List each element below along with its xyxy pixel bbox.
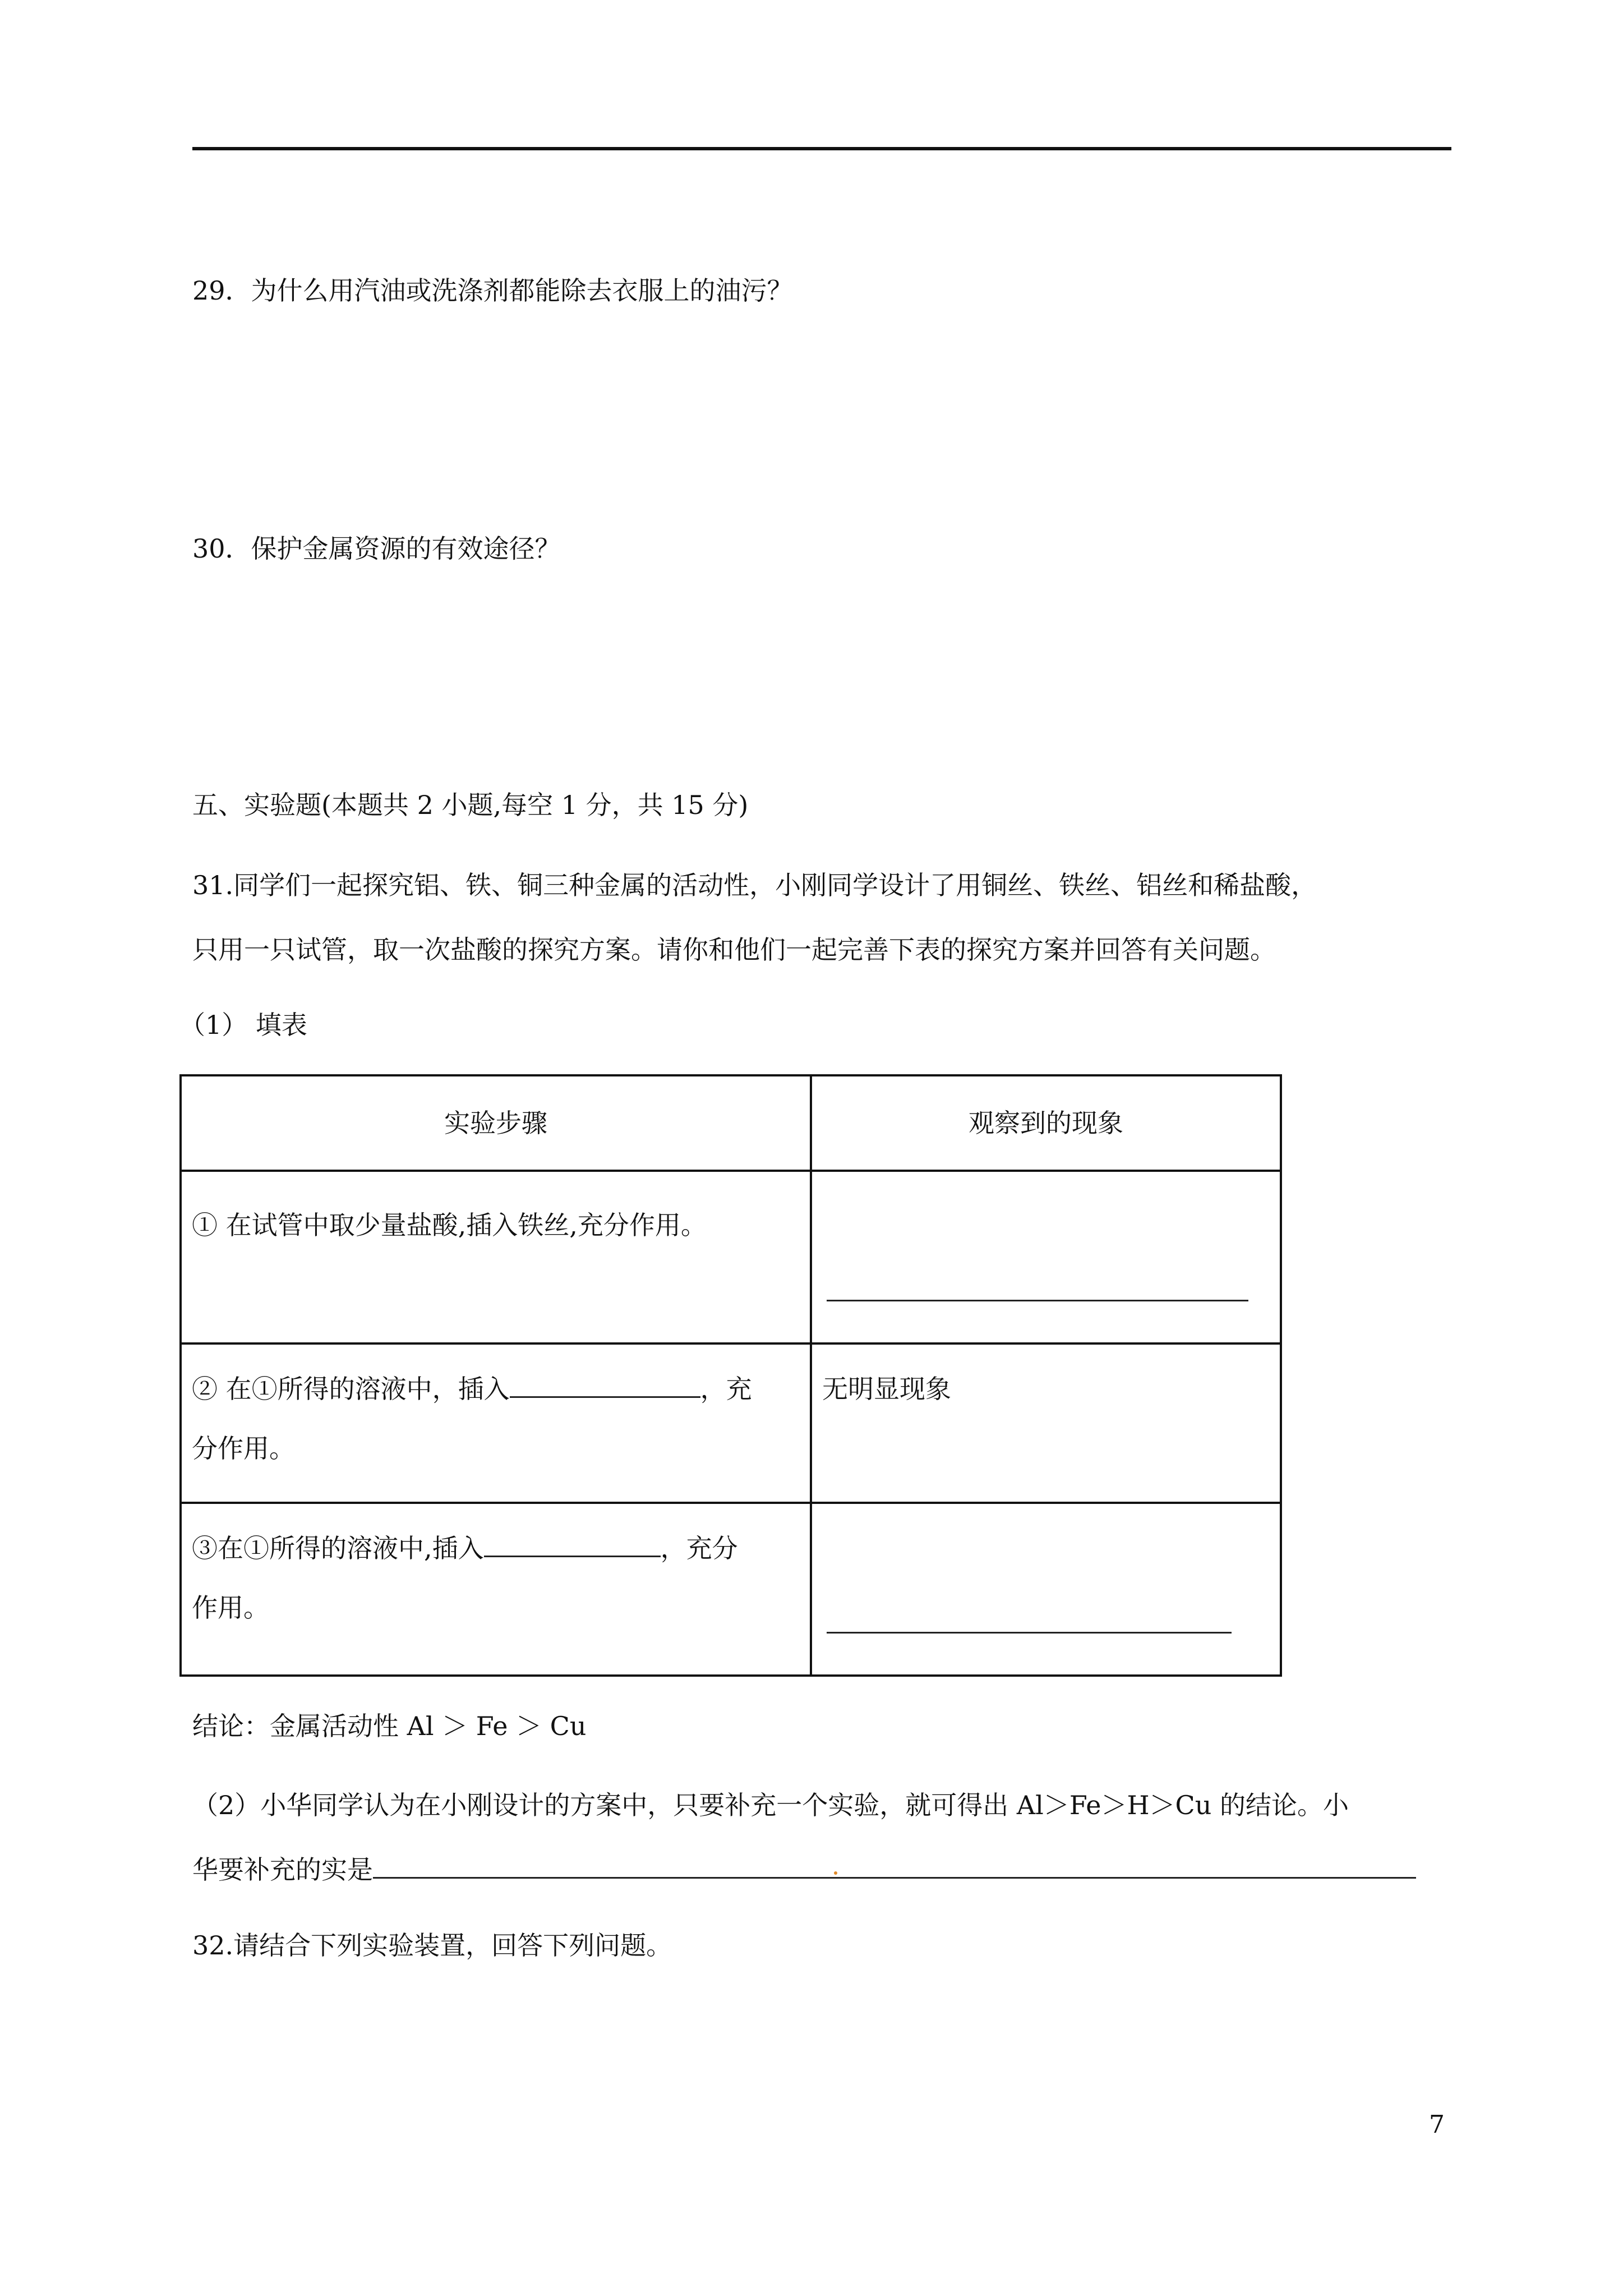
conclusion: 结论：金属活动性 Al ＞ Fe ＞ Cu xyxy=(192,1711,587,1741)
observation-cell xyxy=(811,1171,1281,1343)
step-2-blank[interactable] xyxy=(510,1373,700,1398)
question-29: 29．为什么用汽油或洗涤剂都能除去衣服上的油污？ xyxy=(192,275,793,306)
step-3-text-a: ③在①所得的溶液中,插入 xyxy=(192,1533,484,1563)
observation-2-text: 无明显现象 xyxy=(822,1374,951,1404)
step-cell xyxy=(181,1343,811,1503)
step-cell xyxy=(181,1503,811,1676)
observation-cell xyxy=(811,1503,1281,1676)
table-row xyxy=(181,1171,1281,1343)
table-row xyxy=(181,1343,1281,1503)
part-1-label: （1） 填表 xyxy=(179,1010,307,1040)
table-header-step: 实验步骤 xyxy=(181,1075,811,1171)
orange-dot-mark xyxy=(834,1871,837,1875)
step-2-line-2: 分作用。 xyxy=(192,1433,295,1464)
page-number: 7 xyxy=(1429,2110,1445,2139)
question-31-line-2: 只用一只试管，取一次盐酸的探究方案。请你和他们一起完善下表的探究方案并回答有关问题。 xyxy=(192,935,1276,965)
observation-blank-1[interactable] xyxy=(827,1300,1248,1301)
part-2-line-1: （2）小华同学认为在小刚设计的方案中，只要补充一个实验，就可得出 Al＞Fe＞H＞Cu 的结论。小 xyxy=(192,1790,1349,1820)
step-2-text-b: ，充 xyxy=(700,1374,752,1404)
table-row xyxy=(181,1503,1281,1676)
step-3-text-b: ，充分 xyxy=(660,1533,738,1563)
question-32: 32.请结合下列实验装置，回答下列问题。 xyxy=(192,1930,672,1961)
step-3-blank[interactable] xyxy=(484,1532,661,1557)
part-2-line-2 xyxy=(192,1853,1416,1887)
experiment-table xyxy=(179,1074,1282,1677)
step-1-text: ① 在试管中取少量盐酸,插入铁丝,充分作用。 xyxy=(192,1210,707,1240)
observation-blank-3[interactable] xyxy=(827,1632,1232,1634)
section-five-title: 五、实验题(本题共 2 小题,每空 1 分，共 15 分) xyxy=(192,790,749,820)
observation-cell xyxy=(811,1343,1281,1503)
step-2-line-1 xyxy=(192,1345,800,1420)
step-3-line-2: 作用。 xyxy=(192,1593,269,1623)
step-3-line-1 xyxy=(192,1504,800,1579)
question-31-line-1: 31.同学们一起探究铝、铁、铜三种金属的活动性，小刚同学设计了用铜丝、铁丝、铝丝和稀盐酸， xyxy=(192,870,1317,900)
question-30: 30．保护金属资源的有效途径？ xyxy=(192,533,561,564)
part-2-text: 华要补充的实是 xyxy=(192,1855,373,1885)
part-2-answer-blank[interactable] xyxy=(373,1853,1416,1879)
table-header-row xyxy=(181,1075,1281,1171)
table-header-observation: 观察到的现象 xyxy=(811,1075,1281,1171)
step-2-text-a: ② 在①所得的溶液中，插入 xyxy=(192,1374,510,1404)
header-rule xyxy=(192,147,1451,150)
step-cell xyxy=(181,1171,811,1343)
